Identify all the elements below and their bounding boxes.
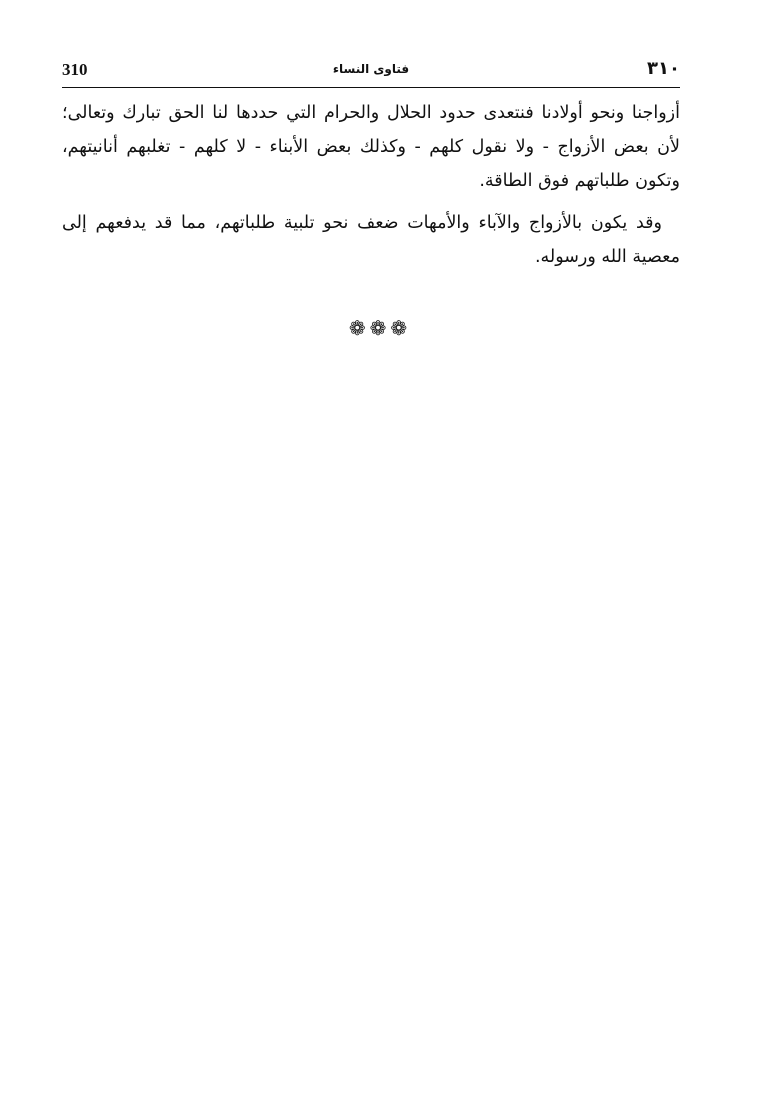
paragraph-2: وقد يكون بالأزواج والآباء والأمهات ضعف نحو تلبية طلباتهم، مما قد يدفعهم إلى معصية الله ورسوله. bbox=[62, 213, 680, 267]
section-end-ornament-icon: ❁❁❁ bbox=[348, 316, 412, 340]
page-number-latin: 310 bbox=[62, 60, 88, 79]
paragraph-1: أزواجنا ونحو أولادنا فنتعدى حدود الحلال والحرام التي حددها لنا الحق تبارك وتعالى؛ لأن بعض الأزواج - ولا نقول كلهم - وكذلك بعض الأبناء - لا كلهم - تغلبهم أنانيتهم، وتكون طلباتهم فوق الطاقة. bbox=[62, 103, 680, 191]
body-text bbox=[62, 96, 680, 282]
running-title: فتاوى النساء bbox=[332, 62, 410, 76]
page-header bbox=[62, 58, 680, 86]
page-number-arabic: ٣١٠ bbox=[647, 58, 680, 79]
header-rule bbox=[62, 87, 680, 88]
